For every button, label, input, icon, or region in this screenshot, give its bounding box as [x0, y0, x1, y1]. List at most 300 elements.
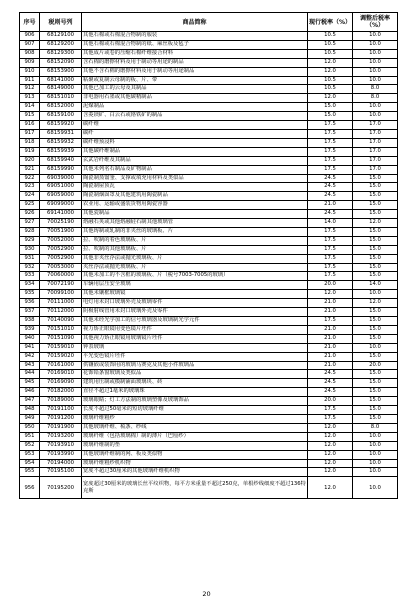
table-row — [20, 361, 398, 370]
adjusted-rate: 10.0 — [353, 290, 398, 299]
adjusted-rate: 17.0 — [353, 121, 398, 130]
adjusted-rate: 17.0 — [353, 138, 398, 147]
adjusted-rate: 10.0 — [353, 468, 398, 477]
adjusted-rate: 17.0 — [353, 165, 398, 174]
adjusted-rate: 10.0 — [353, 58, 398, 67]
table-row — [20, 245, 398, 254]
product-name: 其他瓷制品 — [82, 210, 308, 219]
product-name: 平光变色镜片坯件 — [82, 352, 308, 361]
current-rate: 12.0 — [308, 432, 353, 441]
product-name: 玻璃眼睛；灯工方法制的玻璃塑像及玻璃饰品 — [82, 397, 308, 406]
table-row — [20, 441, 398, 450]
tariff-code: 70191100 — [40, 406, 82, 415]
product-name: 其他玻璃纤维制的网、板及类似物 — [82, 450, 308, 459]
tariff-code: 68159920 — [40, 121, 82, 130]
adjusted-rate: 15.0 — [353, 236, 398, 245]
table-row — [20, 477, 398, 499]
row-number: 920 — [20, 156, 40, 165]
table-row — [20, 397, 398, 406]
tariff-code: 68152090 — [40, 58, 82, 67]
current-rate: 17.5 — [308, 129, 353, 138]
table-row — [20, 156, 398, 165]
adjusted-rate: 10.0 — [353, 40, 398, 49]
product-name: 陶瓷制蒸馏釜、支撑或填充用材料及类似品 — [82, 174, 308, 183]
table-row — [20, 414, 398, 423]
adjusted-rate: 8.0 — [353, 423, 398, 432]
product-name: 钟表玻璃 — [82, 343, 308, 352]
tariff-code: 70189000 — [40, 397, 82, 406]
adjusted-rate: 10.0 — [353, 76, 398, 85]
current-rate: 21.0 — [308, 325, 353, 334]
product-name: 其他未镶框玻璃镜 — [82, 290, 308, 299]
current-rate: 24.5 — [308, 370, 353, 379]
current-rate: 21.0 — [308, 361, 353, 370]
table-row — [20, 58, 398, 67]
current-rate: 17.5 — [308, 317, 353, 326]
tariff-code: 68159100 — [40, 112, 82, 121]
product-name: 车辆用层压安全玻璃 — [82, 281, 308, 290]
tariff-code: 68141000 — [40, 76, 82, 85]
table-row — [20, 174, 398, 183]
row-number: 921 — [20, 165, 40, 174]
adjusted-rate: 15.0 — [353, 388, 398, 397]
tariff-code: 70053000 — [40, 263, 82, 272]
product-name: 阴极射线管用未封口玻璃外壳及零件 — [82, 308, 308, 317]
row-number: 913 — [20, 94, 40, 103]
adjusted-rate: 15.0 — [353, 308, 398, 317]
row-number: 935 — [20, 290, 40, 299]
tariff-code: 70169010 — [40, 370, 82, 379]
current-rate: 21.0 — [308, 352, 353, 361]
row-number: 929 — [20, 236, 40, 245]
tariff-code: 69099000 — [40, 201, 82, 210]
product-name: 其他非夹丝浮法或抛光玻璃板、片 — [82, 254, 308, 263]
table-row — [20, 406, 398, 415]
tariff-code: 70151090 — [40, 334, 82, 343]
product-name: 含石棉的磨擦材料及用于制动等用途的制品 — [82, 58, 308, 67]
table-row — [20, 459, 398, 468]
adjusted-rate: 15.0 — [353, 210, 398, 219]
current-rate: 17.5 — [308, 227, 353, 236]
header-code: 税则号列 — [40, 13, 82, 32]
adjusted-rate: 17.0 — [353, 147, 398, 156]
current-rate: 12.0 — [308, 477, 353, 499]
tariff-code: 70195100 — [40, 468, 82, 477]
tariff-code: 70111000 — [40, 299, 82, 308]
table-row — [20, 450, 398, 459]
row-number: 928 — [20, 227, 40, 236]
product-name: 泥煤制品 — [82, 103, 308, 112]
tariff-code: 70182000 — [40, 388, 82, 397]
adjusted-rate: 10.0 — [353, 432, 398, 441]
row-number: 949 — [20, 414, 40, 423]
adjusted-rate: 10.0 — [353, 459, 398, 468]
product-name: 玻璃纤维制的垫 — [82, 441, 308, 450]
table-row — [20, 210, 398, 219]
row-number: 923 — [20, 183, 40, 192]
current-rate: 21.0 — [308, 343, 353, 352]
tariff-code: 70112000 — [40, 308, 82, 317]
product-name: 玻璃纤维（包括玻璃棉）制的薄片（巴厘纱） — [82, 432, 308, 441]
product-name: 夹丝浮法或抛光玻璃板、片 — [82, 263, 308, 272]
product-name: 其他玻璃纤维、梳条、纱线 — [82, 423, 308, 432]
adjusted-rate: 10.0 — [353, 32, 398, 41]
table-row — [20, 103, 398, 112]
tariff-code: 68129200 — [40, 40, 82, 49]
current-rate: 17.5 — [308, 245, 353, 254]
tariff-code: 68159990 — [40, 165, 82, 174]
table-row — [20, 290, 398, 299]
row-number: 946 — [20, 388, 40, 397]
row-number: 944 — [20, 370, 40, 379]
current-rate: 10.5 — [308, 40, 353, 49]
current-rate: 12.0 — [308, 441, 353, 450]
table-row — [20, 299, 398, 308]
tariff-code: 68159932 — [40, 138, 82, 147]
table-row — [20, 325, 398, 334]
table-row — [20, 343, 398, 352]
table-row — [20, 49, 398, 58]
tariff-code: 68149000 — [40, 85, 82, 94]
row-number: 932 — [20, 263, 40, 272]
row-number: 919 — [20, 147, 40, 156]
adjusted-rate: 15.0 — [353, 245, 398, 254]
page-number: 20 — [202, 590, 211, 598]
current-rate: 17.5 — [308, 138, 353, 147]
table-row — [20, 183, 398, 192]
table-row — [20, 308, 398, 317]
product-name: 陶瓷制屋顶瓦 — [82, 183, 308, 192]
tariff-code: 68159931 — [40, 129, 82, 138]
tariff-code: 70193990 — [40, 450, 82, 459]
current-rate: 24.5 — [308, 192, 353, 201]
table-row — [20, 32, 398, 41]
tariff-code: 70140090 — [40, 317, 82, 326]
adjusted-rate: 15.0 — [353, 272, 398, 281]
row-number: 936 — [20, 299, 40, 308]
current-rate: 20.0 — [308, 281, 353, 290]
tariff-code: 70052900 — [40, 254, 82, 263]
row-number: 924 — [20, 192, 40, 201]
adjusted-rate: 15.0 — [353, 379, 398, 388]
current-rate: 24.5 — [308, 183, 353, 192]
adjusted-rate: 15.0 — [353, 370, 398, 379]
product-name: 熔融石英或其他熔融硅石制其他玻璃管 — [82, 219, 308, 228]
tariff-code: 70169090 — [40, 379, 82, 388]
product-name: 其他铸制或轧制的非夹丝的玻璃板、片 — [82, 227, 308, 236]
row-number: 951 — [20, 432, 40, 441]
row-number: 912 — [20, 85, 40, 94]
adjusted-rate: 12.0 — [353, 299, 398, 308]
adjusted-rate: 15.0 — [353, 325, 398, 334]
row-number: 916 — [20, 121, 40, 130]
product-name: 视力矫正眼镜用变色镜片坯件 — [82, 325, 308, 334]
tariff-code: 70161000 — [40, 361, 82, 370]
row-number: 956 — [20, 477, 40, 499]
tariff-code: 70191200 — [40, 414, 82, 423]
product-name: 宽度不超过30厘米的其他玻璃纤维机织物 — [82, 468, 308, 477]
table-row — [20, 192, 398, 201]
current-rate: 24.5 — [308, 174, 353, 183]
tariff-code: 68153900 — [40, 67, 82, 76]
row-number: 922 — [20, 174, 40, 183]
table-row — [20, 334, 398, 343]
tariff-code: 70060000 — [40, 272, 82, 281]
adjusted-rate: 10.0 — [353, 343, 398, 352]
table-row — [20, 352, 398, 361]
table-row — [20, 263, 398, 272]
adjusted-rate: 15.0 — [353, 263, 398, 272]
row-number: 909 — [20, 58, 40, 67]
row-number: 940 — [20, 334, 40, 343]
row-number: 947 — [20, 397, 40, 406]
product-name: 拉、吹制的其他玻璃板、片 — [82, 245, 308, 254]
current-rate: 12.0 — [308, 459, 353, 468]
current-rate: 12.0 — [308, 423, 353, 432]
tariff-code: 70025190 — [40, 219, 82, 228]
product-name: 电灯用未封口玻璃外壳及玻璃零件 — [82, 299, 308, 308]
table-row — [20, 121, 398, 130]
tariff-code: 68159940 — [40, 156, 82, 165]
tariff-code: 70191900 — [40, 423, 82, 432]
adjusted-rate: 15.0 — [353, 334, 398, 343]
adjusted-rate: 15.0 — [353, 201, 398, 210]
adjusted-rate: 12.0 — [353, 219, 398, 228]
product-name: 长度不超过50毫米的短切玻璃纤维 — [82, 406, 308, 415]
adjusted-rate: 15.0 — [353, 254, 398, 263]
adjusted-rate: 14.0 — [353, 281, 398, 290]
product-name: 陶瓷制烟囱罩及其他建筑用陶瓷制品 — [82, 192, 308, 201]
table-row — [20, 272, 398, 281]
row-number: 942 — [20, 352, 40, 361]
tariff-code: 70072190 — [40, 281, 82, 290]
current-rate: 17.5 — [308, 263, 353, 272]
table-row — [20, 112, 398, 121]
product-name: 其他石棉或石棉混合物制的纸、麻丝板及毡子 — [82, 40, 308, 49]
product-name: 粘聚或复制云母制的板、片、带 — [82, 76, 308, 85]
table-row — [20, 236, 398, 245]
adjusted-rate: 10.0 — [353, 441, 398, 450]
row-number: 910 — [20, 67, 40, 76]
row-number: 911 — [20, 76, 40, 85]
current-rate: 24.5 — [308, 210, 353, 219]
table-row — [20, 254, 398, 263]
adjusted-rate: 15.0 — [353, 174, 398, 183]
adjusted-rate: 15.0 — [353, 183, 398, 192]
current-rate: 20.0 — [308, 397, 353, 406]
table-row — [20, 432, 398, 441]
tariff-code: 68129100 — [40, 32, 82, 41]
product-name: 其他未列名石制品及矿物制品 — [82, 165, 308, 174]
table-row — [20, 379, 398, 388]
current-rate: 12.0 — [308, 450, 353, 459]
adjusted-rate: 10.0 — [353, 450, 398, 459]
product-name: 其他成片或卷的压缩石棉纤维接合材料 — [82, 49, 308, 58]
current-rate: 21.0 — [308, 201, 353, 210]
product-name: 其他石棉或石棉混合物制的服装 — [82, 32, 308, 41]
row-number: 952 — [20, 441, 40, 450]
header-name: 商品简称 — [82, 13, 308, 32]
product-name: 直径不超过1毫米的玻璃珠 — [82, 388, 308, 397]
tariff-code: 68159939 — [40, 147, 82, 156]
adjusted-rate: 8.0 — [353, 94, 398, 103]
table-row — [20, 147, 398, 156]
row-number: 908 — [20, 49, 40, 58]
row-number: 948 — [20, 406, 40, 415]
tariff-table — [19, 12, 398, 499]
product-name: 花饰铅条窗玻璃及类似品 — [82, 370, 308, 379]
product-name: 其他未经光学加工的信号玻璃器及玻璃制光学元件 — [82, 317, 308, 326]
current-rate: 12.0 — [308, 290, 353, 299]
tariff-code: 70051900 — [40, 227, 82, 236]
adjusted-rate: 15.0 — [353, 414, 398, 423]
table-row — [20, 227, 398, 236]
table-body — [20, 32, 398, 499]
table-row — [20, 94, 398, 103]
row-number: 953 — [20, 450, 40, 459]
table-row — [20, 85, 398, 94]
adjusted-rate: 10.0 — [353, 103, 398, 112]
row-number: 945 — [20, 379, 40, 388]
adjusted-rate: 10.0 — [353, 49, 398, 58]
table-row — [20, 201, 398, 210]
row-number: 938 — [20, 317, 40, 326]
product-name: 非电器用石墨或其他碳精制品 — [82, 94, 308, 103]
tariff-code: 69059000 — [40, 192, 82, 201]
table-row — [20, 317, 398, 326]
current-rate: 17.5 — [308, 272, 353, 281]
row-number: 918 — [20, 138, 40, 147]
adjusted-rate: 15.0 — [353, 406, 398, 415]
row-number: 917 — [20, 129, 40, 138]
row-number: 955 — [20, 468, 40, 477]
product-name: 碳纤维 — [82, 121, 308, 130]
row-number: 925 — [20, 201, 40, 210]
current-rate: 15.0 — [308, 112, 353, 121]
current-rate: 17.5 — [308, 156, 353, 165]
table-row — [20, 281, 398, 290]
product-name: 其他碳纤维制品 — [82, 147, 308, 156]
tariff-code: 70151010 — [40, 325, 82, 334]
product-name: 碳纤维预浸料 — [82, 138, 308, 147]
tariff-code: 70194000 — [40, 459, 82, 468]
table-row — [20, 40, 398, 49]
row-number: 914 — [20, 103, 40, 112]
row-number: 906 — [20, 32, 40, 41]
current-rate: 21.0 — [308, 299, 353, 308]
adjusted-rate: 10.0 — [353, 67, 398, 76]
product-name: 其他未加工的不含框的玻璃板、片（税号7003-7005的玻璃） — [82, 272, 308, 281]
current-rate: 17.5 — [308, 236, 353, 245]
header-no: 序号 — [20, 13, 40, 32]
row-number: 943 — [20, 361, 40, 370]
current-rate: 12.0 — [308, 468, 353, 477]
adjusted-rate: 10.0 — [353, 112, 398, 121]
table-row — [20, 67, 398, 76]
current-rate: 24.5 — [308, 379, 353, 388]
table-row — [20, 370, 398, 379]
row-number: 937 — [20, 308, 40, 317]
product-name: 玻璃纤维粗纱机织物 — [82, 459, 308, 468]
current-rate: 12.0 — [308, 67, 353, 76]
header-row — [20, 13, 398, 32]
table-row — [20, 423, 398, 432]
current-rate: 17.5 — [308, 254, 353, 263]
adjusted-rate: 15.0 — [353, 397, 398, 406]
current-rate: 17.5 — [308, 406, 353, 415]
adjusted-rate: 15.0 — [353, 352, 398, 361]
tariff-code: 70159010 — [40, 343, 82, 352]
adjusted-rate: 20.0 — [353, 361, 398, 370]
tariff-code: 70193910 — [40, 441, 82, 450]
current-rate: 17.5 — [308, 121, 353, 130]
table-row — [20, 219, 398, 228]
product-name: 玻璃纤维粗纱 — [82, 414, 308, 423]
adjusted-rate: 10.0 — [353, 477, 398, 499]
product-name: 农业用、运输或盛装货物用陶瓷容器 — [82, 201, 308, 210]
current-rate: 12.0 — [308, 94, 353, 103]
row-number: 907 — [20, 40, 40, 49]
adjusted-rate: 17.0 — [353, 156, 398, 165]
row-number: 954 — [20, 459, 40, 468]
table-row — [20, 138, 398, 147]
tariff-code: 70195200 — [40, 477, 82, 499]
current-rate: 17.5 — [308, 414, 353, 423]
tariff-code: 70099100 — [40, 290, 82, 299]
tariff-code: 69039000 — [40, 174, 82, 183]
row-number: 939 — [20, 325, 40, 334]
adjusted-rate: 15.0 — [353, 192, 398, 201]
current-rate: 10.5 — [308, 85, 353, 94]
product-name: 玄武岩纤维及其制品 — [82, 156, 308, 165]
row-number: 915 — [20, 112, 40, 121]
tariff-code: 70159020 — [40, 352, 82, 361]
product-name: 其他不含石棉的磨擦材料及用于制动等用途制品 — [82, 67, 308, 76]
tariff-code: 68151010 — [40, 94, 82, 103]
product-name: 建筑用压制或模制铺面玻璃块、砖 — [82, 379, 308, 388]
tariff-code: 70052000 — [40, 236, 82, 245]
current-rate: 17.5 — [308, 147, 353, 156]
product-name: 拉、吹制的着色玻璃板、片 — [82, 236, 308, 245]
table-row — [20, 129, 398, 138]
row-number: 926 — [20, 210, 40, 219]
row-number: 927 — [20, 219, 40, 228]
current-rate: 21.0 — [308, 334, 353, 343]
product-name: 含菱镁矿、白云石或铬铁矿的制品 — [82, 112, 308, 121]
tariff-code: 70052900 — [40, 245, 82, 254]
current-rate: 10.5 — [308, 32, 353, 41]
adjusted-rate: 15.0 — [353, 227, 398, 236]
adjusted-rate: 15.0 — [353, 317, 398, 326]
current-rate: 21.0 — [308, 308, 353, 317]
product-name: 供镶嵌或装饰用的玻璃马赛克及其他小件玻璃品 — [82, 361, 308, 370]
current-rate: 15.0 — [308, 103, 353, 112]
row-number: 931 — [20, 254, 40, 263]
row-number: 950 — [20, 423, 40, 432]
tariff-code: 69141000 — [40, 210, 82, 219]
tariff-code: 68129300 — [40, 49, 82, 58]
table-row — [20, 388, 398, 397]
row-number: 934 — [20, 281, 40, 290]
table-row — [20, 76, 398, 85]
current-rate: 10.5 — [308, 49, 353, 58]
tariff-code: 69051000 — [40, 183, 82, 192]
tariff-code: 68152000 — [40, 103, 82, 112]
product-name: 宽度超过30厘米的玻璃长丝平纹织物，每平方米重量不超过250克，单根纱线细度不超过136特克斯 — [82, 477, 308, 499]
current-rate: 17.5 — [308, 165, 353, 174]
row-number: 941 — [20, 343, 40, 352]
current-rate: 12.0 — [308, 58, 353, 67]
